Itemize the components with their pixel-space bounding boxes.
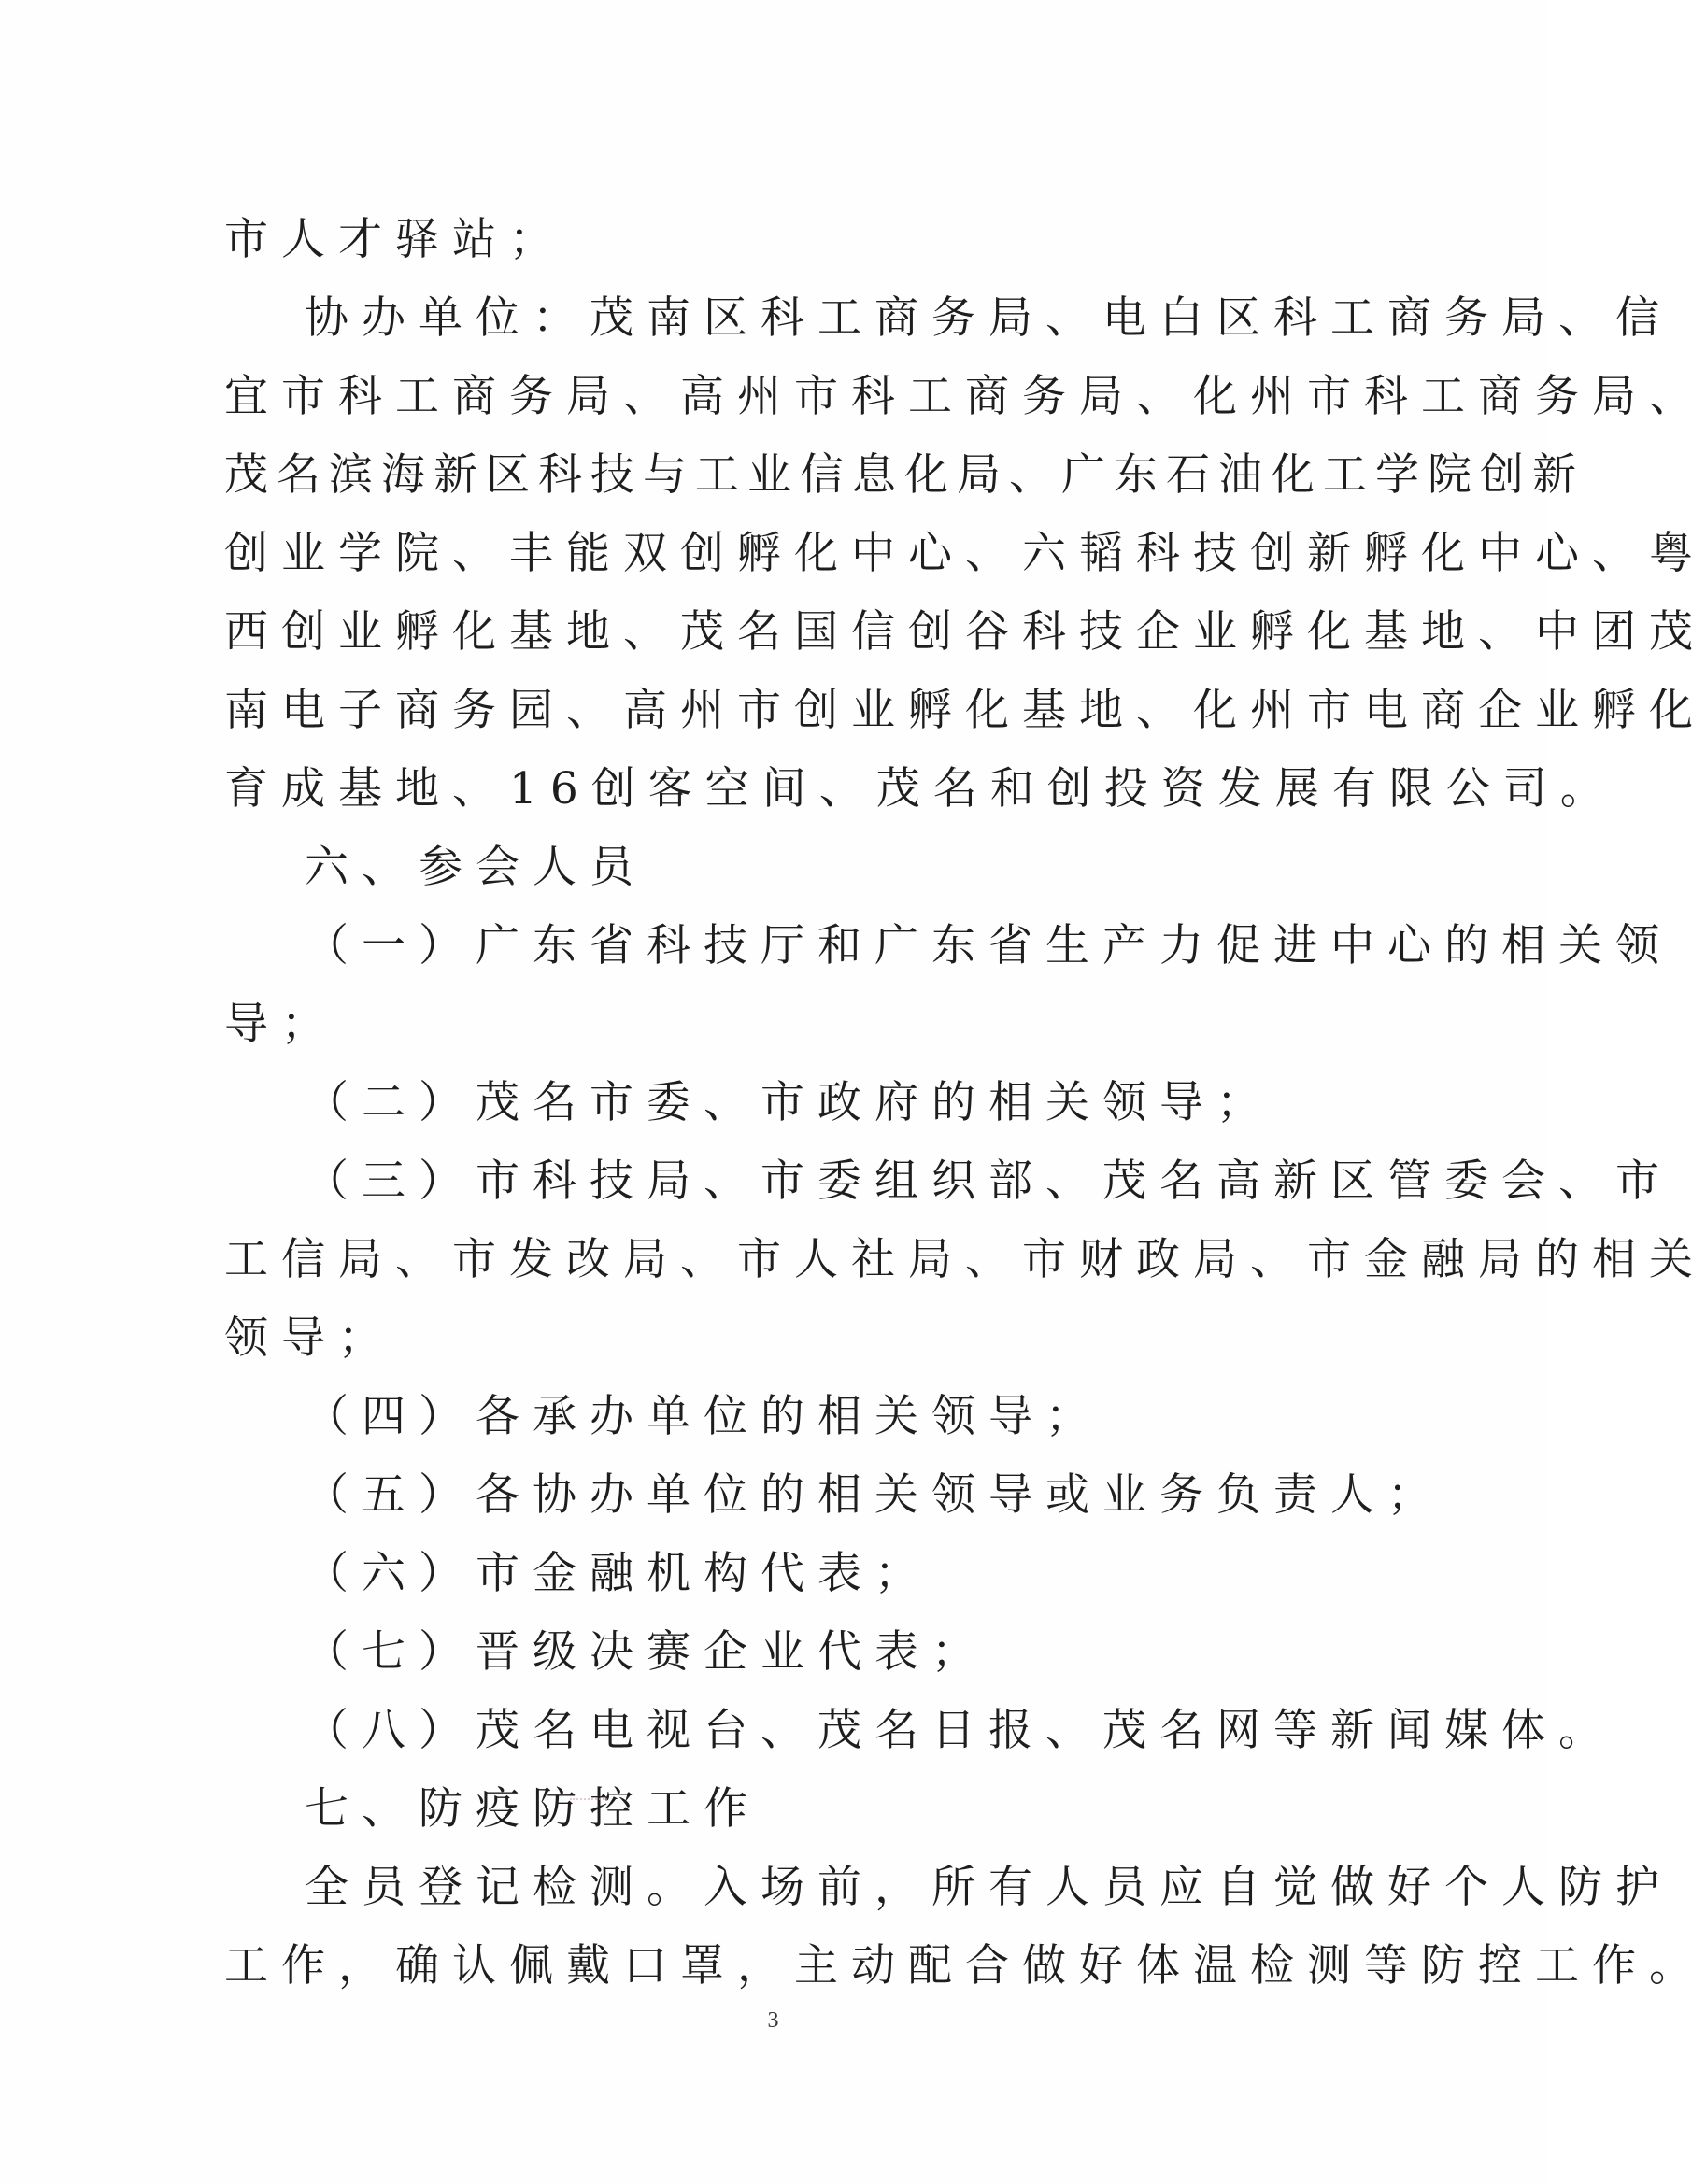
page-number: 3 <box>767 2008 779 2033</box>
scan-artifact <box>570 1798 607 1806</box>
document-body <box>224 201 1706 2006</box>
text-line: 导； <box>224 999 338 1050</box>
section-heading: 六、参会人员 <box>305 842 647 893</box>
text-line: 协办单位：茂南区科工商务局、电白区科工商务局、信 <box>305 292 1672 344</box>
text-line: （七）晋级决赛企业代表； <box>305 1626 988 1678</box>
text-line: （三）市科技局、市委组织部、茂名高新区管委会、市 <box>305 1156 1672 1207</box>
text-line: 领导； <box>224 1312 395 1364</box>
text-line: 育成基地、16创客空间、茂名和创投资发展有限公司。 <box>224 763 1617 815</box>
text-line: （四）各承办单位的相关领导； <box>305 1391 1102 1442</box>
text-line: （二）茂名市委、市政府的相关领导； <box>305 1077 1273 1128</box>
text-line: （八）茂名电视台、茂名日报、茂名网等新闻媒体。 <box>305 1705 1615 1756</box>
text-line: 工作，确认佩戴口罩，主动配合做好体温检测等防控工作。 <box>224 1940 1706 1992</box>
text-line: 创业学院、丰能双创孵化中心、六韬科技创新孵化中心、粤 <box>224 528 1706 579</box>
text-line: 西创业孵化基地、茂名国信创谷科技企业孵化基地、中团茂 <box>224 606 1706 658</box>
text-line: 全员登记检测。入场前，所有人员应自觉做好个人防护 <box>305 1862 1672 1913</box>
text-line: （一）广东省科技厅和广东省生产力促进中心的相关领 <box>305 920 1672 971</box>
text-line: 南电子商务园、高州市创业孵化基地、化州市电商企业孵化 <box>224 685 1706 736</box>
text-line: 工信局、市发改局、市人社局、市财政局、市金融局的相关 <box>224 1234 1706 1285</box>
text-line: 宜市科工商务局、高州市科工商务局、化州市科工商务局、 <box>224 371 1706 422</box>
text-line: 茂名滨海新区科技与工业信息化局、广东石油化工学院创新 <box>224 449 1585 501</box>
section-heading: 七、防疫防控工作 <box>305 1783 761 1835</box>
text-line: 市人才驿站； <box>224 214 566 265</box>
text-line: （五）各协办单位的相关领导或业务负责人； <box>305 1469 1444 1521</box>
text-line: （六）市金融机构代表； <box>305 1548 931 1599</box>
